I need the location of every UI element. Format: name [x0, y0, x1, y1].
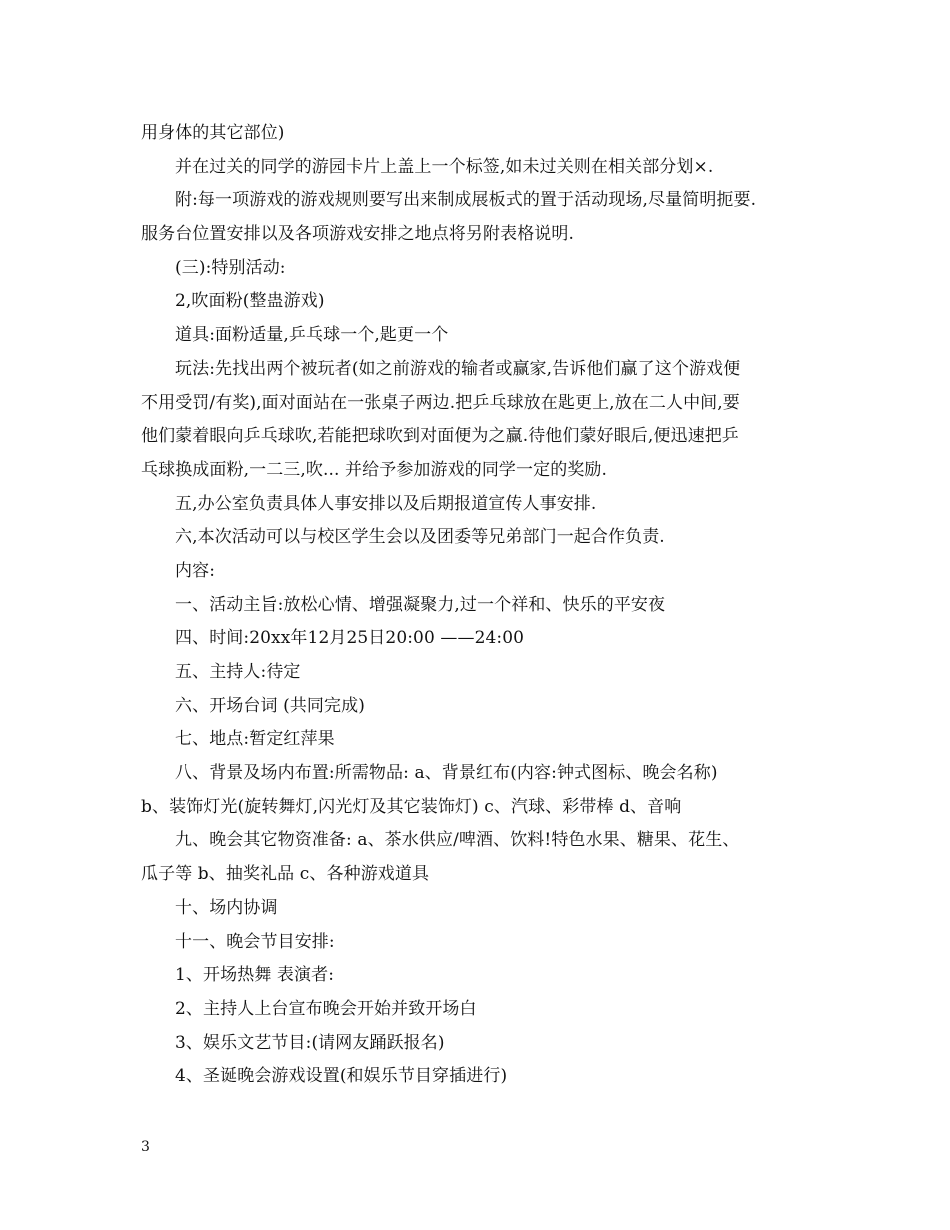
- text-line: 他们蒙着眼向乒乓球吹,若能把球吹到对面便为之赢.待他们蒙好眼后,便迅速把乒: [141, 426, 739, 447]
- text-line: 一、活动主旨:放松心情、增强凝聚力,过一个祥和、快乐的平安夜: [175, 594, 666, 615]
- text-line: 4、圣诞晚会游戏设置(和娱乐节目穿插进行): [175, 1066, 508, 1087]
- page-number: 3: [141, 1139, 150, 1155]
- text-line: 八、背景及场内布置:所需物品: a、背景红布(内容:钟式图标、晚会名称): [175, 763, 718, 784]
- text-line: 用身体的其它部位): [141, 123, 285, 143]
- text-line: 五,办公室负责具体人事安排以及后期报道宣传人事安排.: [175, 493, 597, 514]
- text-line: 并在过关的同学的游园卡片上盖上一个标签,如未过关则在相关部分划×.: [175, 156, 714, 177]
- text-line: b、装饰灯光(旋转舞灯,闪光灯及其它装饰灯) c、汽球、彩带棒 d、音响: [141, 796, 682, 817]
- text-line: 1、开场热舞 表演者:: [175, 965, 335, 986]
- text-line: 玩法:先找出两个被玩者(如之前游戏的输者或赢家,告诉他们赢了这个游戏便: [175, 358, 741, 379]
- text-line: 不用受罚/有奖),面对面站在一张桌子两边.把乒乓球放在匙更上,放在二人中间,要: [141, 392, 740, 413]
- text-line: 3、娱乐文艺节目:(请网友踊跃报名): [175, 1032, 445, 1053]
- text-line: 七、地点:暂定红萍果: [175, 729, 335, 750]
- text-line: 五、主持人:待定: [175, 662, 301, 682]
- section-heading: (三):特别活动:: [175, 257, 286, 278]
- text-line: 六、开场台词 (共同完成): [175, 695, 365, 716]
- text-line: 服务台位置安排以及各项游戏安排之地点将另附表格说明.: [141, 224, 575, 245]
- text-line: 十、场内协调: [175, 897, 278, 918]
- section-heading: 内容:: [175, 560, 216, 581]
- text-line: 2,吹面粉(整蛊游戏): [175, 291, 325, 312]
- text-line: 六,本次活动可以与校区学生会以及团委等兄弟部门一起合作负责.: [175, 527, 665, 548]
- text-line: 瓜子等 b、抽奖礼品 c、各种游戏道具: [141, 864, 430, 885]
- text-line: 附:每一项游戏的游戏规则要写出来制成展板式的置于活动现场,尽量简明扼要.: [175, 190, 757, 211]
- document-body: [141, 117, 821, 1094]
- text-line: 四、时间:20xx年12月25日20:00 ——24:00: [175, 628, 525, 649]
- text-line: 道具:面粉适量,乒乓球一个,匙更一个: [175, 325, 449, 346]
- text-line: 乓球换成面粉,一二三,吹... 并给予参加游戏的同学一定的奖励.: [141, 459, 608, 480]
- text-line: 九、晚会其它物资准备: a、茶水供应/啤酒、饮料!特色水果、糖果、花生、: [175, 830, 740, 851]
- text-line: 十一、晚会节目安排:: [175, 931, 335, 952]
- text-line: 2、主持人上台宣布晚会开始并致开场白: [175, 998, 477, 1019]
